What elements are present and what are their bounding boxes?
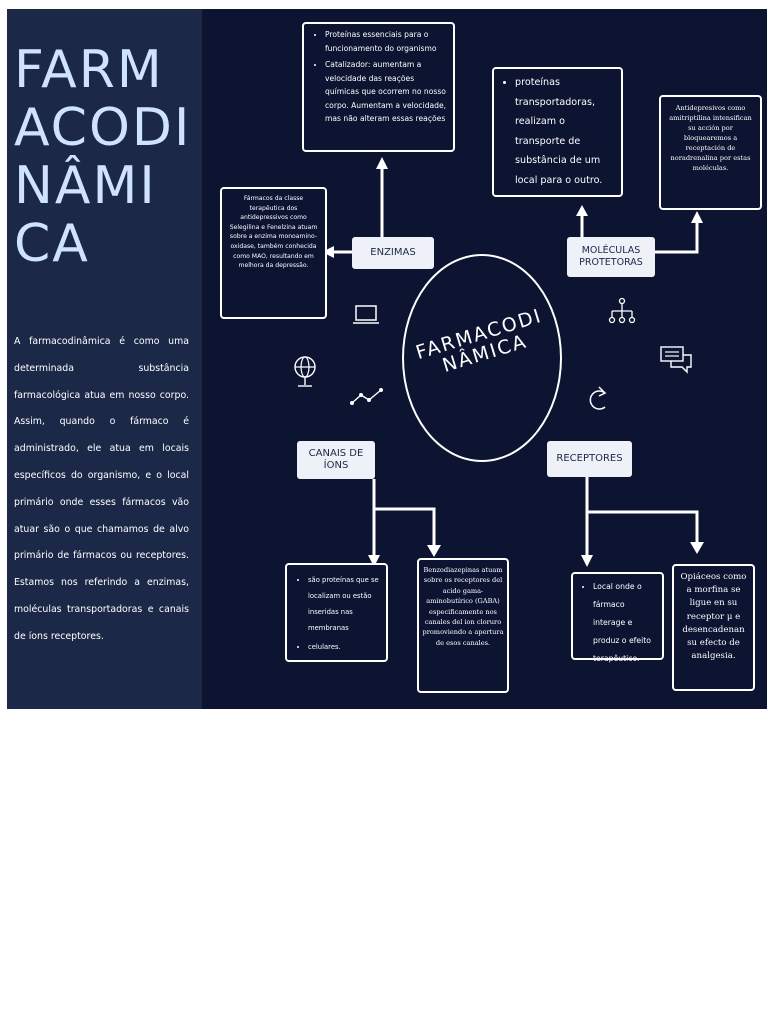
- connector-moleculas-right: [655, 221, 697, 252]
- center-title: FARMACODI NÂMICA: [413, 304, 545, 377]
- box-text: Fármacos da classe terapêutica dos antidepressivos como Selegilina e Fenelzina atuam sobre a enzima monoamino-oxidase, também conhecida como MAO, resultando em melhora da depressão.: [229, 195, 318, 270]
- list-item: • Proteínas essenciais para o funcionamento do organismo: [325, 28, 448, 55]
- box-enzimas-proteinas: [302, 22, 455, 152]
- refresh-icon: [585, 381, 613, 413]
- intro-paragraph: A farmacodinâmica é como uma determinada substância farmacológica atua em nosso corpo. Assim, quando o fármaco é administrado, ele atua em locais específicos do organismo, e o local primário onde esses fármacos vão atuar são o que chamamos de alvo primário de fármacos ou receptores. Estamos nos referindo a enzimas, moléculas transportadoras e canais de íons receptores.: [14, 336, 189, 642]
- label-moleculas-protetoras: MOLÉCULAS PROTETORAS: [567, 237, 655, 277]
- list-item: • Catalizador: aumentam a velocidade das reações químicas que ocorrem no nosso corpo. Aumentam a velocidade, mas não alteram essas reações: [325, 58, 448, 126]
- globe-icon: [292, 353, 318, 391]
- label-enzimas: ENZIMAS: [352, 237, 434, 269]
- box-canais-benzodiazepinas: [417, 558, 509, 693]
- mind-map-slide: [7, 9, 767, 709]
- box-receptores-local: [571, 572, 664, 663]
- connector-receptores-right: [587, 512, 697, 544]
- label-receptores: RECEPTORES: [547, 441, 632, 477]
- box-text: Opiáceos como a morfina se ligue en su receptor μ e desencadenan su efecto de analgesia.: [680, 572, 747, 662]
- list-item: • são proteínas que se localizam ou estão inseridas nas membranas: [308, 572, 381, 636]
- label-canais-de-ions: CANAIS DE ÍONS: [297, 441, 375, 479]
- list-item: • celulares.: [308, 639, 381, 655]
- connector-canais-right: [374, 509, 434, 547]
- arrowhead-receptores-left: [581, 555, 593, 567]
- trend-line-icon: [349, 387, 385, 407]
- arrowhead-moleculas-up: [576, 205, 588, 216]
- arrowhead-canais-right: [427, 545, 441, 557]
- list-item: • Local onde o fármaco interage e produz o efeito terapêutico.: [593, 578, 658, 668]
- main-title: FARM ACODI NÂMI CA: [14, 40, 192, 274]
- box-text: Antidepresivos como amitriptilina intensifican su acción por bloquearemos a receptación de noradrenalina por estas moléculas.: [669, 104, 752, 172]
- box-canais-proteinas: [285, 563, 388, 662]
- arrowhead-enzimas-up: [376, 157, 388, 169]
- box-receptores-opiaceos: [672, 564, 755, 691]
- hierarchy-icon: [607, 297, 637, 327]
- laptop-icon: [352, 303, 380, 327]
- box-enzimas-farmacos: [220, 187, 327, 319]
- list-item: • proteínas transportadoras, realizam o transporte de substância de um local para o outro.: [515, 73, 616, 190]
- arrowhead-receptores-right: [690, 542, 704, 554]
- chat-icon: [659, 345, 693, 375]
- box-moleculas-transportadoras: [492, 67, 623, 197]
- box-text: Benzodiazepinas atuam sobre os receptores del acido gama-aminobutírico (GABA) especificamente nos canales del ion cloruro promoviendo a apertura de esos canales.: [422, 566, 504, 647]
- arrowhead-moleculas-right: [691, 211, 703, 223]
- box-moleculas-antidepressivos: [659, 95, 762, 210]
